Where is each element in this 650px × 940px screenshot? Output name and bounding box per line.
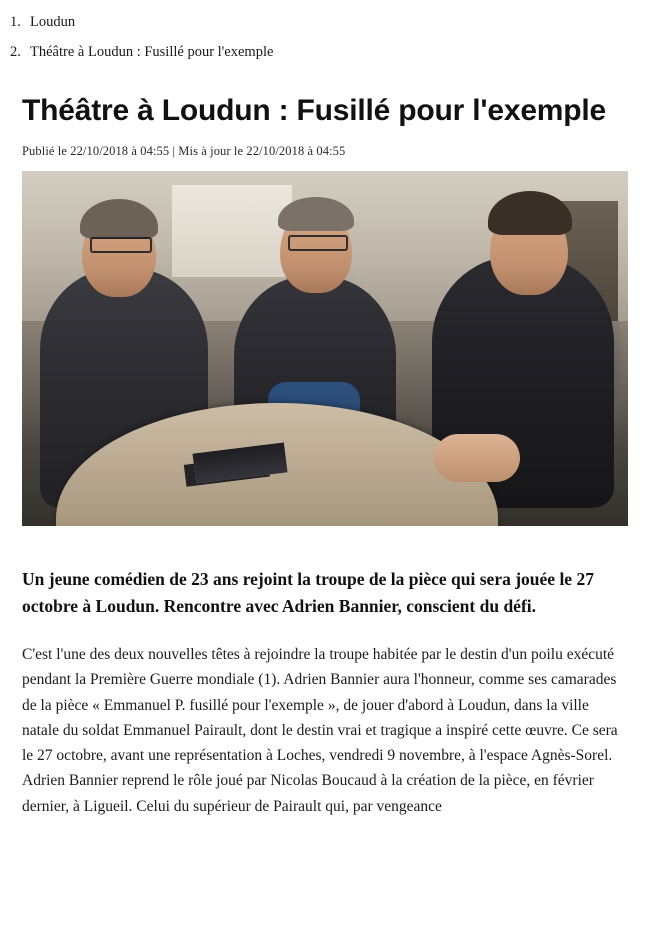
article-container — [0, 92, 650, 819]
article-paragraph: Adrien Bannier reprend le rôle joué par Nicolas Boucaud à la création de la pièce, en février dernier, à Ligueil. Celui du supérieur de Pairault qui, par vengeance — [22, 772, 594, 815]
article-paragraph: C'est l'une des deux nouvelles têtes à rejoindre la troupe habitée par le destin d'un poilu exécuté pendant la Première Guerre mondiale (1). Adrien Bannier aura l'honneur, comme ses camarades de la pièce « Emmanuel P. fusillé pour l'exemple », de jouer d'abord à Loudun, dans la ville natale du soldat Emmanuel Pairault, dont le destin vrai et tragique a inspiré cette œuvre. Ce sera le 27 octobre, avant une représentation à Loches, vendredi 9 novembre, à l'espace Agnès-Sorel. — [22, 646, 618, 765]
breadcrumb — [0, 0, 650, 68]
photo-glasses-center — [288, 235, 348, 251]
photo-glasses-left — [90, 237, 152, 253]
photo-image — [22, 171, 628, 526]
photo-window — [172, 185, 292, 277]
page-title: Théâtre à Loudun : Fusillé pour l'exemple — [22, 93, 607, 127]
breadcrumb-item-article[interactable]: Théâtre à Loudun : Fusillé pour l'exemple — [30, 43, 274, 60]
photo-hands — [434, 434, 520, 482]
article-photo — [22, 171, 628, 526]
breadcrumb-item-loudun[interactable]: Loudun — [30, 14, 76, 30]
article-dateline: Publié le 22/10/2018 à 04:55 | Mis à jour le 22/10/2018 à 04:55 — [22, 143, 346, 158]
article-lead: Un jeune comédien de 23 ans rejoint la troupe de la pièce qui sera jouée le 27 octobre à Loudun. Rencontre avec Adrien Bannier, conscient du défi. — [22, 568, 594, 617]
